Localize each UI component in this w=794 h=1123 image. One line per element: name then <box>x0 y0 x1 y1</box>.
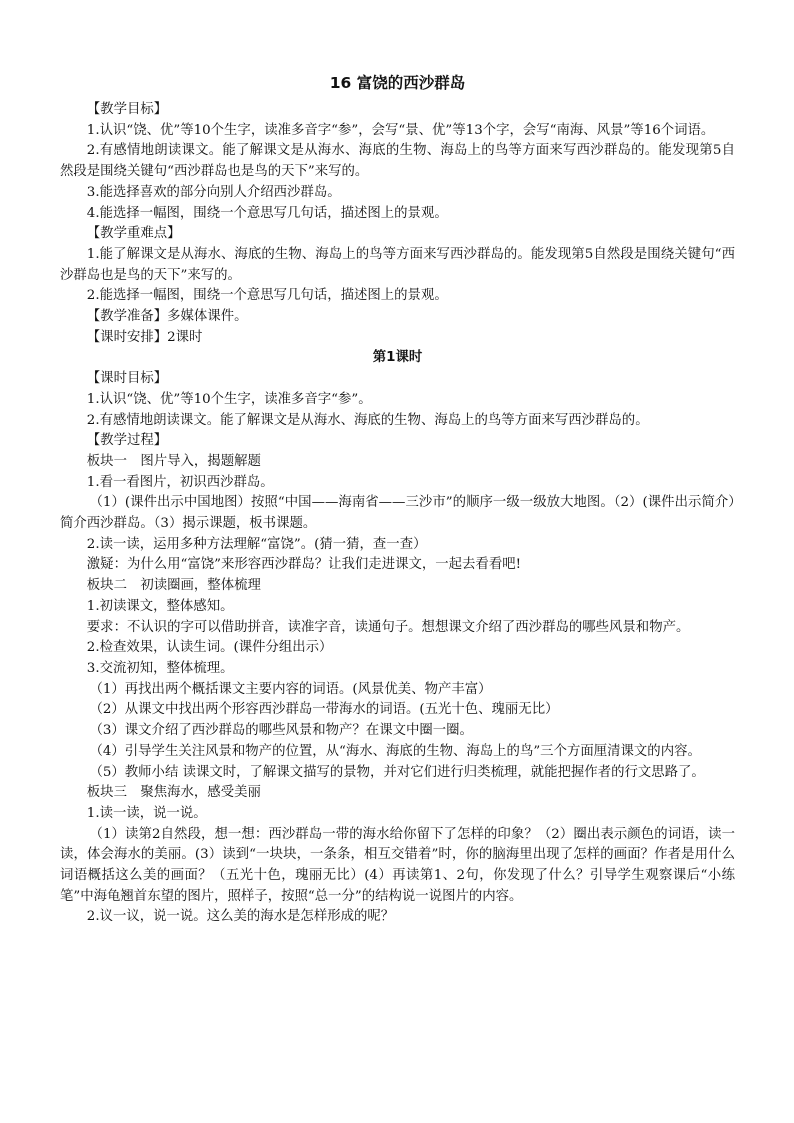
key-point-item: 1.能了解课文是从海水、海底的生物、海岛上的鸟等方面来写西沙群岛的。能发现第5自然段是围绕关键句“西沙群岛也是鸟的天下”来写的。 <box>60 246 735 283</box>
process-step: 1.看一看图片，初识西沙群岛。 <box>86 474 274 490</box>
process-substep: （3）课文介绍了西沙群岛的哪些风景和物产？在课文中圈一圈。 <box>89 723 473 739</box>
lesson-schedule: 【课时安排】2课时 <box>86 329 203 345</box>
lesson-goal-item: 2.有感情地朗读课文。能了解课文是从海水、海底的生物、海岛上的鸟等方面来写西沙群岛的。 <box>86 412 649 428</box>
process-note: 激疑：为什么用“富饶”来形容西沙群岛？让我们走进课文，一起去看看吧! <box>86 557 521 573</box>
objective-item: 3.能选择喜欢的部分向别人介绍西沙群岛。 <box>86 184 341 200</box>
process-substep: （4）引导学生关注风景和物产的位置，从“海水、海底的生物、海岛上的鸟”三个方面厘清课文的内容。 <box>89 743 701 759</box>
lesson-subtitle: 第1课时 <box>372 350 423 366</box>
key-point-item: 2.能选择一幅图，围绕一个意思写几句话，描述图上的景观。 <box>86 288 448 304</box>
block-heading: 板块二 初读圈画，整体梳理 <box>86 578 261 594</box>
process-step: 2.读一读，运用多种方法理解“富饶”。(猜一猜，查一查） <box>86 536 427 552</box>
process-step: 1.初读课文，整体感知。 <box>86 598 234 614</box>
objective-item: 4.能选择一幅图，围绕一个意思写几句话，描述图上的景观。 <box>86 205 448 221</box>
process-substep: （1）(课件出示中国地图）按照“中国——海南省——三沙市”的顺序一级一级放大地图。（2）(课件出示简介）简介西沙群岛。（3）揭示课题，板书课题。 <box>60 495 735 532</box>
process-substep: （2）从课文中找出两个形容西沙群岛一带海水的词语。(五光十色、瑰丽无比） <box>89 702 559 718</box>
section-heading-objectives: 【教学目标】 <box>86 102 168 117</box>
lesson-goal-item: 1.认识“饶、优”等10个生字，读准多音字“参”。 <box>86 391 372 407</box>
block-heading: 板块三 聚焦海水，感受美丽 <box>86 785 261 801</box>
document-page <box>60 72 735 928</box>
document-title: 16 富饶的西沙群岛 <box>329 74 466 92</box>
process-substep: （5）教师小结 读课文时，了解课文描写的景物，并对它们进行归类梳理，就能把握作者的行文思路了。 <box>89 764 705 780</box>
process-substep: （1）读第2自然段，想一想：西沙群岛一带的海水给你留下了怎样的印象？（2）圈出表示颜色的词语，读一读，体会海水的美丽。(3）读到“一块块，一条条，相互交错着”时，你的脑海里出现了怎样的画面？作者是用什么词语概括这么美的画面？（五光十色，瑰丽无比）(4）再读第1、2句，你发现了什么？引导学生观察课后“小练笔”中海龟翘首东望的图片，照样子，按照“总一分”的结构说一说图片的内容。 <box>60 826 735 904</box>
section-heading-lesson-goals: 【课时目标】 <box>86 371 168 387</box>
process-step: 1.读一读，说一说。 <box>86 805 207 821</box>
process-substep: （1）再找出两个概括课文主要内容的词语。(风景优美、物产丰富） <box>89 681 492 697</box>
process-step: 3.交流初知，整体梳理。 <box>86 660 234 676</box>
process-step: 2.议一议，说一说。这么美的海水是怎样形成的呢？ <box>86 909 395 925</box>
section-heading-key-points: 【教学重难点】 <box>86 226 181 242</box>
process-note: 要求：不认识的字可以借助拼音，读准字音，读通句子。想想课文介绍了西沙群岛的哪些风景和物产。 <box>86 619 690 635</box>
teaching-preparation: 【教学准备】多媒体课件。 <box>86 309 248 325</box>
process-step: 2.检查效果，认读生词。(课件分组出示） <box>86 640 333 656</box>
objective-item: 1.认识“饶、优”等10个生字，读准多音字“参”，会写“景、优”等13个字，会写“南海、风景”等16个词语。 <box>86 122 715 138</box>
block-heading: 板块一 图片导入，揭题解题 <box>86 453 261 469</box>
objective-item: 2.有感情地朗读课文。能了解课文是从海水、海底的生物、海岛上的鸟等方面来写西沙群岛的。能发现第5自然段是围绕关键句“西沙群岛也是鸟的天下”来写的。 <box>60 143 735 180</box>
section-heading-process: 【教学过程】 <box>86 433 168 449</box>
